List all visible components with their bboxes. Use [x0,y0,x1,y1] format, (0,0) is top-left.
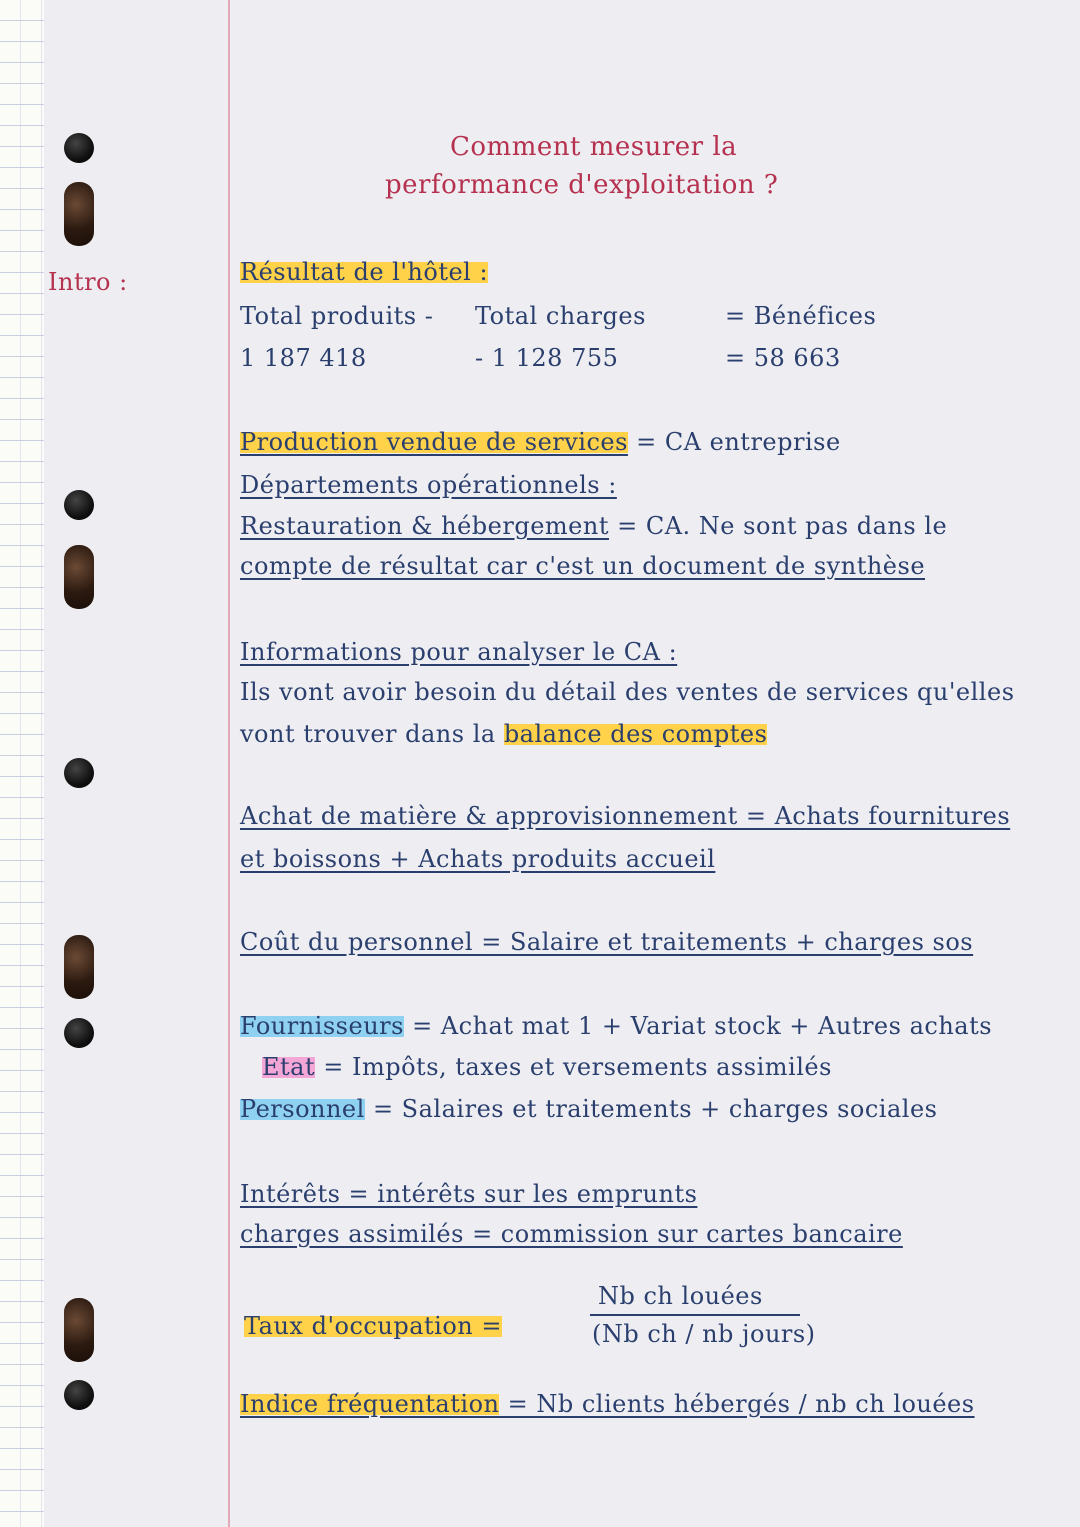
informations-heading: Informations pour analyser le CA : [240,638,678,666]
restauration-line [240,512,947,540]
etat-line [262,1053,832,1081]
indice-definition: = Nb clients hébergés / nb ch louées [499,1390,975,1418]
binder-hole [64,1018,94,1048]
binder-hole [64,1298,94,1362]
compte-resultat-line: compte de résultat car c'est un document de synthèse [240,552,926,580]
binder-hole [64,758,94,788]
balance-comptes: balance des comptes [503,720,768,748]
formula-benefices: = Bénéfices [725,302,877,330]
charges-assimilees-line: charges assimilés = commission sur cartes bancaire [240,1220,903,1248]
page-title-line-1: Comment mesurer la [450,132,738,162]
intro-label: Intro : [48,268,128,296]
production-term: Production vendue de services [240,428,628,456]
value-total-charges: - 1 128 755 [475,344,619,372]
personnel-definition: = Salaires et traitements + charges sociales [364,1095,938,1123]
margin-line [228,0,230,1527]
personnel-line [240,1095,937,1123]
fournisseurs-line [240,1012,992,1040]
taux-occupation-label: Taux d'occupation = [244,1312,502,1340]
informations-line-2-text: vont trouver dans la [240,720,504,748]
taux-numerator: Nb ch louées [598,1282,763,1310]
informations-line-2 [240,720,767,748]
production-line [240,428,841,456]
production-definition: = CA entreprise [627,428,841,456]
binder-hole [64,545,94,609]
formula-total-produits: Total produits - [240,302,434,330]
achat-line-2: et boissons + Achats produits accueil [240,845,716,873]
indice-line [240,1390,975,1418]
indice-term: Indice fréquentation [240,1390,500,1418]
cout-personnel-line: Coût du personnel = Salaire et traitements + charges sos [240,928,974,956]
restauration-text: = CA. Ne sont pas dans le [608,512,948,540]
binder-hole [64,490,94,520]
page-title-line-2: performance d'exploitation ? [385,170,779,200]
binder-hole [64,935,94,999]
taux-denominator: (Nb ch / nb jours) [592,1320,816,1348]
departements-line: Départements opérationnels : [240,471,617,499]
fournisseurs-definition: = Achat mat 1 + Variat stock + Autres achats [403,1012,993,1040]
binder-hole [64,133,94,163]
etat-definition: = Impôts, taxes et versements assimilés [315,1053,832,1081]
value-total-produits: 1 187 418 [240,344,367,372]
fraction-bar [590,1314,800,1316]
fournisseurs-term: Fournisseurs [240,1012,404,1040]
formula-total-charges: Total charges [475,302,646,330]
interets-line: Intérêts = intérêts sur les emprunts [240,1180,698,1208]
value-benefices: = 58 663 [725,344,841,372]
achat-line-1: Achat de matière & approvisionnement = Achats fournitures [240,802,1011,830]
heading-resultat: Résultat de l'hôtel : [240,258,489,286]
binder-hole [64,182,94,246]
personnel-term: Personnel [240,1095,365,1123]
informations-line-1: Ils vont avoir besoin du détail des ventes de services qu'elles [240,678,1015,706]
etat-term: Etat [262,1053,316,1081]
restauration-term: Restauration & hébergement [240,512,609,540]
binder-hole [64,1380,94,1410]
